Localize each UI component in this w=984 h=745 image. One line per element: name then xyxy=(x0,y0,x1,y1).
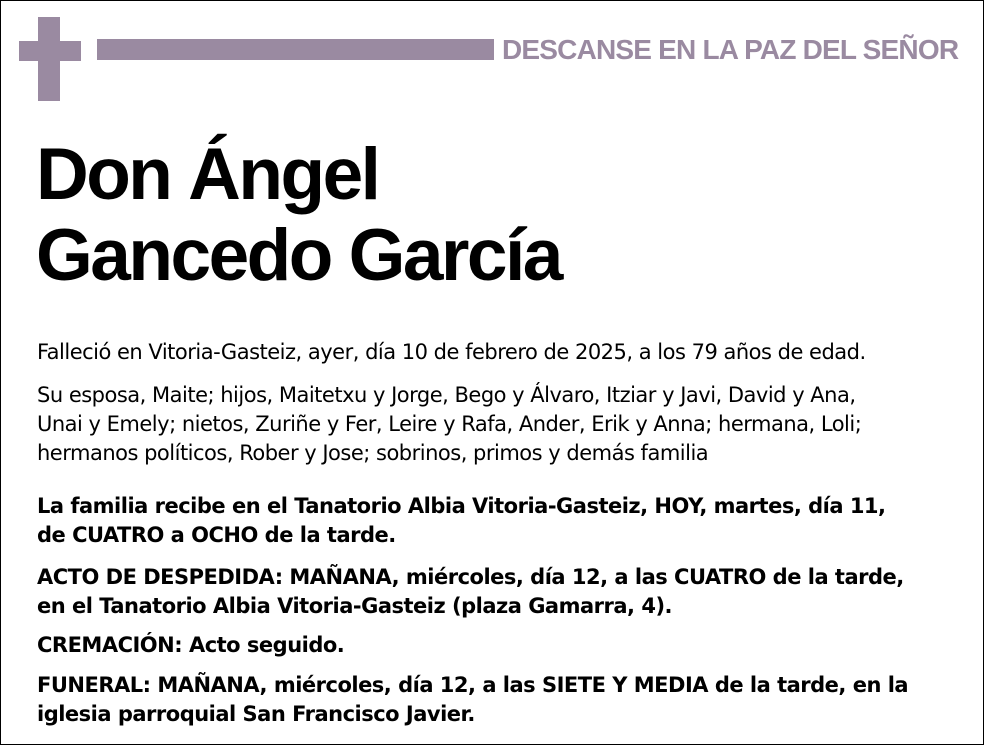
funeral-info xyxy=(37,671,908,729)
deceased-name xyxy=(36,134,561,296)
reception-line: de CUATRO a OCHO de la tarde. xyxy=(37,523,396,547)
family-line: Su esposa, Maite; hijos, Maitetxu y Jorge, Bego y Álvaro, Itziar y Javi, David y Ana, xyxy=(37,383,856,407)
reception-info xyxy=(37,492,886,550)
cross-icon xyxy=(19,17,81,101)
farewell-line: en el Tanatorio Albia Vitoria-Gasteiz (plaza Gamarra, 4). xyxy=(37,594,673,618)
family-line: Unai y Emely; nietos, Zuriñe y Fer, Leire y Rafa, Ander, Erik y Anna; hermana, Loli; xyxy=(37,412,862,436)
cremation-info: CREMACIÓN: Acto seguido. xyxy=(37,633,345,657)
death-notice: Falleció en Vitoria-Gasteiz, ayer, día 10 de febrero de 2025, a los 79 años de edad. xyxy=(37,340,866,364)
family-list xyxy=(37,381,861,468)
farewell-line: ACTO DE DESPEDIDA: MAÑANA, miércoles, día 12, a las CUATRO de la tarde, xyxy=(37,565,904,589)
reception-line: La familia recibe en el Tanatorio Albia Vitoria-Gasteiz, HOY, martes, día 11, xyxy=(37,494,886,518)
family-line: hermanos políticos, Rober y Jose; sobrinos, primos y demás familia xyxy=(37,441,709,465)
name-line-1: Don Ángel xyxy=(36,134,379,215)
name-line-2: Gancedo García xyxy=(36,215,561,296)
funeral-line: iglesia parroquial San Francisco Javier. xyxy=(37,702,475,726)
funeral-line: FUNERAL: MAÑANA, miércoles, día 12, a las SIETE Y MEDIA de la tarde, en la xyxy=(37,673,909,697)
header-title: DESCANSE EN LA PAZ DEL SEÑOR xyxy=(502,34,959,65)
farewell-info xyxy=(37,563,904,621)
header-bar xyxy=(97,39,494,60)
